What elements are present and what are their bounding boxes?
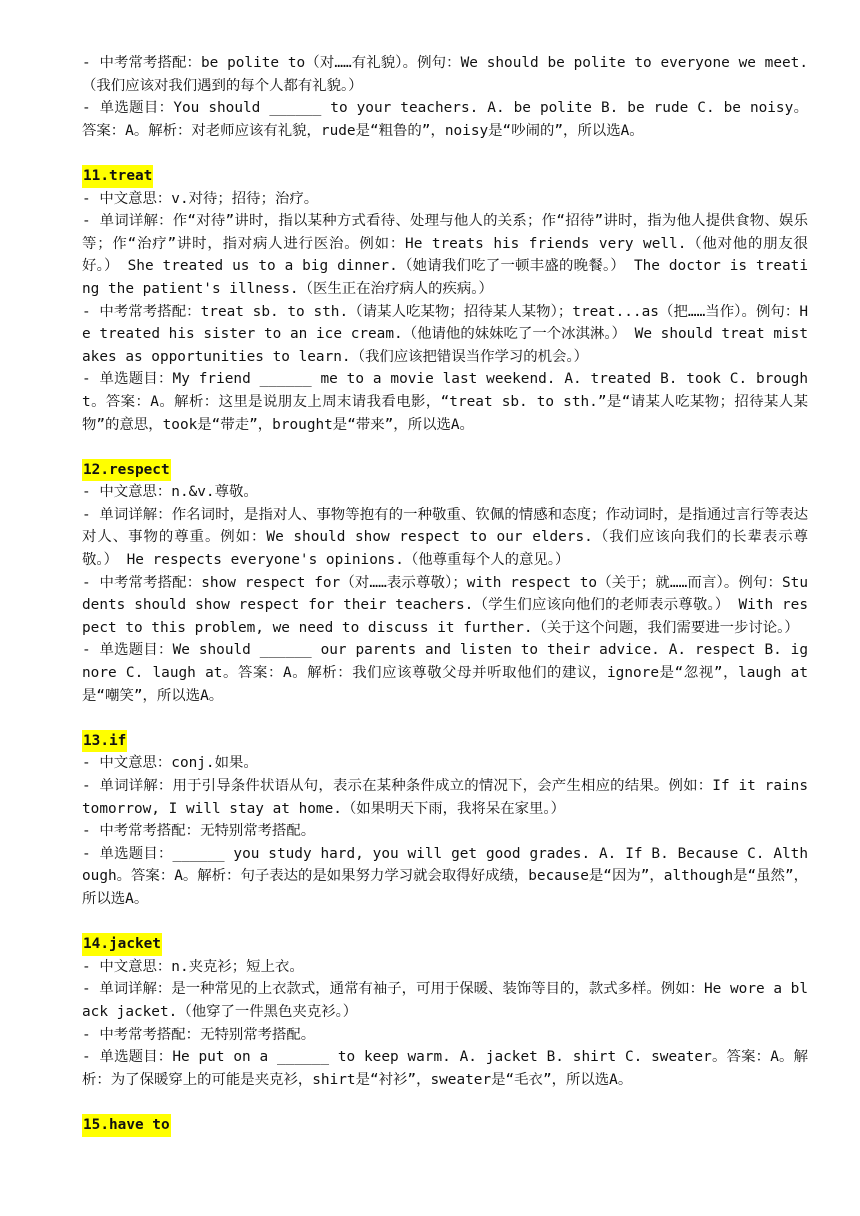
entry-collocation: - 中考常考搭配：treat sb. to sth.（请某人吃某物；招待某人某物）；treat...as（把……当作）。例句：He treated his sister to an ice cream.（他请他的妹妹吃了一个冰淇淋。） We should treat mistakes as opportunities to learn.（我们应该把错误当作学习的机会。） xyxy=(82,303,808,365)
intro-collocation: - 中考常考搭配：be polite to（对……有礼貌）。例句：We should be polite to everyone we meet.（我们应该对我们遇到的每个人都有礼貌。） xyxy=(82,55,808,94)
spacer xyxy=(82,436,808,459)
entry-meaning: - 中文意思：v.对待；招待；治疗。 xyxy=(82,190,319,207)
entry-respect xyxy=(82,459,808,708)
spacer xyxy=(82,1091,808,1114)
entry-detail: - 单词详解：作名词时，是指对人、事物等抱有的一种敬重、钦佩的情感和态度；作动词时，是指通过言行等表达对人、事物的尊重。例如：We should show respect to our elders.（我们应该向我们的长辈表示尊敬。） He respects everyone's opinions.（他尊重每个人的意见。） xyxy=(82,506,808,569)
spacer xyxy=(82,911,808,934)
entry-heading: 15.have to xyxy=(82,1114,171,1137)
entry-quiz: - 单选题目：My friend ______ me to a movie last weekend. A. treated B. took C. brought。答案：A。解析：这里是说朋友上周末请我看电影，“treat sb. to sth.”是“请某人吃某物；招待某人某物”的意思，took是“带走”，brought是“带来”，所以选A。 xyxy=(82,371,808,433)
entry-heading: 13.if xyxy=(82,730,127,753)
entry-collocation: - 中考常考搭配：无特别常考搭配。 xyxy=(82,823,316,840)
entry-collocation: - 中考常考搭配：无特别常考搭配。 xyxy=(82,1026,316,1043)
intro-quiz: - 单选题目：You should ______ to your teachers. A. be polite B. be rude C. be noisy。答案：A。解析：对老师应该有礼貌，rude是“粗鲁的”，noisy是“吵闹的”，所以选A。 xyxy=(82,100,808,139)
spacer xyxy=(82,707,808,730)
spacer xyxy=(82,142,808,165)
entry-quiz: - 单选题目：We should ______ our parents and listen to their advice. A. respect B. ignore C. laugh at。答案：A。解析：我们应该尊敬父母并听取他们的建议，ignore是“忽视”，laugh at是“嘲笑”，所以选A。 xyxy=(82,642,808,704)
document-page xyxy=(82,52,817,1137)
entry-meaning: - 中文意思：n.夹克衫；短上衣。 xyxy=(82,958,304,975)
entry-if xyxy=(82,730,817,911)
entry-heading: 11.treat xyxy=(82,165,153,188)
intro-block xyxy=(82,52,808,142)
entry-quiz: - 单选题目：______ you study hard, you will get good grades. A. If B. Because C. Although。答案：A。解析：句子表达的是如果努力学习就会取得好成绩，because是“因为”，although是“虽然”，所以选A。 xyxy=(82,845,808,907)
entry-quiz: - 单选题目：He put on a ______ to keep warm. A. jacket B. shirt C. sweater。答案：A。解析：为了保暖穿上的可能是夹克衫，shirt是“衬衫”，sweater是“毛衣”，所以选A。 xyxy=(82,1049,808,1088)
entry-detail: - 单词详解：用于引导条件状语从句，表示在某种条件成立的情况下，会产生相应的结果。例如：If it rains tomorrow, I will stay at home.（如果明天下雨，我将呆在家里。） xyxy=(82,778,817,817)
entry-heading: 12.respect xyxy=(82,459,171,482)
entry-treat xyxy=(82,165,808,436)
entry-detail: - 单词详解：作“对待”讲时，指以某种方式看待、处理与他人的关系；作“招待”讲时，指为他人提供食物、娱乐等；作“治疗”讲时，指对病人进行医治。例如：He treats his friends very well.（他对他的朋友很好。） She treated us to a big dinner.（她请我们吃了一顿丰盛的晚餐。） The doctor is treating the patient's illness.（医生正在治疗病人的疾病。） xyxy=(82,213,808,297)
entry-meaning: - 中文意思：n.&v.尊敬。 xyxy=(82,484,258,501)
entry-detail: - 单词详解：是一种常见的上衣款式，通常有袖子，可用于保暖、装饰等目的，款式多样。例如：He wore a black jacket.（他穿了一件黑色夹克衫。） xyxy=(82,981,808,1020)
entry-collocation: - 中考常考搭配：show respect for（对……表示尊敬）；with respect to（关于；就……而言）。例句：Students should show respect for their teachers.（学生们应该向他们的老师表示尊敬。） With respect to this problem, we need to discuss it further.（关于这个问题，我们需要进一步讨论。） xyxy=(82,574,808,636)
entry-meaning: - 中文意思：conj.如果。 xyxy=(82,755,258,772)
entry-have-to xyxy=(82,1114,808,1137)
entry-jacket xyxy=(82,933,808,1091)
entry-heading: 14.jacket xyxy=(82,933,162,956)
